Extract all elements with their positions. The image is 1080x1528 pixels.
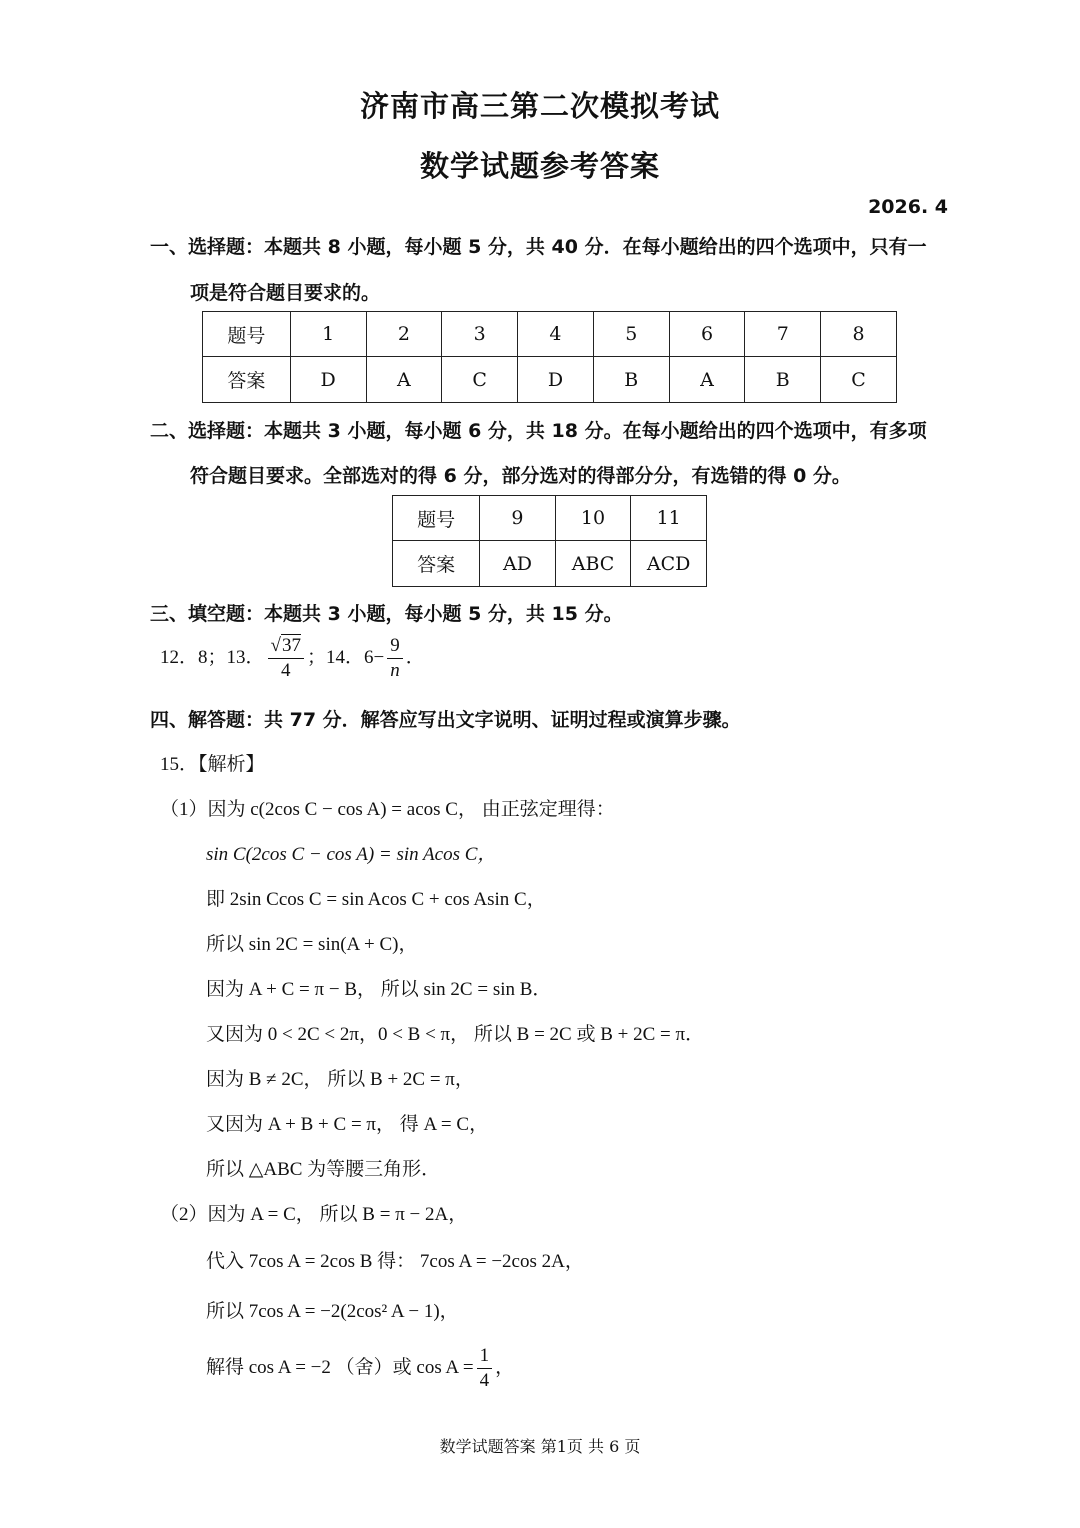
fraction-denominator: 4: [280, 660, 291, 681]
answer-14-suffix: ．: [405, 646, 425, 668]
answer-cell: D: [518, 357, 594, 403]
answer-row: [393, 541, 707, 587]
fraction-numerator: 37: [281, 635, 301, 656]
page-footer: 数学试题答案 第1页 共 6 页: [439, 1437, 641, 1456]
row-label: 答案: [203, 357, 291, 403]
question-number: 2: [366, 312, 442, 357]
solution-line: sin C(2cos C − cos A) = sin Acos C，: [206, 844, 497, 865]
solution-text: 解得 cos A = −2 （舍）或 cos A =: [206, 1356, 474, 1378]
cos-a-fraction: [477, 1344, 493, 1393]
solution-line: 又因为 A + B + C = π， 得 A = C，: [206, 1114, 489, 1135]
solution-line: （2）因为 A = C， 所以 B = π − 2A，: [160, 1204, 468, 1225]
section3-heading: 三、填空题：本题共 3 小题，每小题 5 分，共 15 分。: [150, 603, 623, 625]
answer-row: [203, 357, 897, 403]
answer-separator: ；14．: [306, 646, 364, 668]
question-number: 4: [518, 312, 594, 357]
question-number: 7: [745, 312, 821, 357]
exam-date: 2026. 4: [868, 196, 948, 218]
row-label: 答案: [393, 541, 480, 587]
answer-cell: A: [669, 357, 745, 403]
answer-cell: ABC: [555, 541, 631, 587]
question-number-row: [393, 496, 707, 541]
solution-line: 所以 7cos A = −2(2cos² A − 1)，: [206, 1301, 459, 1322]
answer-14-fraction: [387, 634, 403, 683]
answer-cell: B: [593, 357, 669, 403]
solution-text-end: ，: [495, 1356, 515, 1378]
question-number: 5: [593, 312, 669, 357]
fraction-numerator: 9: [387, 634, 403, 659]
section1-heading: 一、选择题：本题共 8 小题，每小题 5 分，共 40 分．在每小题给出的四个选项中，只有一: [150, 236, 927, 258]
answer-cell: A: [366, 357, 442, 403]
solution-line: 因为 A + C = π − B， 所以 sin 2C = sin B．: [206, 979, 552, 1000]
solution-line: 又因为 0 < 2C < 2π，0 < B < π， 所以 B = 2C 或 B + 2C = π．: [206, 1024, 705, 1045]
solution-line: （1）因为 c(2cos C − cos A) = acos C， 由正弦定理得：: [160, 799, 615, 820]
solution-line: 所以 △ABC 为等腰三角形．: [206, 1159, 441, 1180]
solution-line: 所以 sin 2C = sin(A + C)，: [206, 934, 418, 955]
row-label: 题号: [203, 312, 291, 357]
question-number-row: [203, 312, 897, 357]
fraction-denominator: n: [390, 660, 400, 681]
fraction-denominator: 4: [479, 1370, 490, 1391]
answer-cell: C: [821, 357, 897, 403]
section1-heading-cont: 项是符合题目要求的。: [190, 282, 381, 304]
solution-line: 因为 B ≠ 2C， 所以 B + 2C = π，: [206, 1069, 474, 1090]
answer-cell: AD: [480, 541, 555, 587]
section4-heading: 四、解答题：共 77 分．解答应写出文字说明、证明过程或演算步骤。: [150, 709, 741, 731]
question-number: 9: [480, 496, 555, 541]
solution-line: 即 2sin Ccos C = sin Acos C + cos Asin C，: [206, 889, 546, 910]
q15-title: 15．【解析】: [160, 754, 265, 775]
answer-cell: ACD: [631, 541, 707, 587]
solution-line: 代入 7cos A = 2cos B 得： 7cos A = −2cos 2A，: [206, 1251, 584, 1272]
answer-14-prefix: 6−: [363, 646, 385, 668]
answer-cell: C: [442, 357, 518, 403]
answer-cell: B: [745, 357, 821, 403]
question-number: 3: [442, 312, 518, 357]
question-number: 10: [555, 496, 631, 541]
question-number: 1: [290, 312, 366, 357]
section2-answer-table: [392, 495, 707, 587]
answer-cell: D: [290, 357, 366, 403]
section1-answer-table: [202, 311, 897, 403]
section2-heading-cont: 符合题目要求。全部选对的得 6 分，部分选对的得部分分，有选错的得 0 分。: [190, 465, 851, 487]
document-subtitle: 数学试题参考答案: [419, 149, 660, 183]
fraction-numerator: 1: [477, 1344, 493, 1369]
exam-title: 济南市高三第二次模拟考试: [359, 89, 720, 123]
row-label: 题号: [393, 496, 480, 541]
fill-in-answers: [160, 634, 425, 683]
solution-final-line: [206, 1344, 514, 1393]
answer-13-fraction: $\frac{√37}{4}$: [268, 634, 304, 683]
section2-heading: 二、选择题：本题共 3 小题，每小题 6 分，共 18 分。在每小题给出的四个选项中，有多项: [150, 420, 927, 442]
answer-12: 12．8；13．: [160, 646, 265, 668]
question-number: 11: [631, 496, 707, 541]
question-number: 6: [669, 312, 745, 357]
question-number: 8: [821, 312, 897, 357]
